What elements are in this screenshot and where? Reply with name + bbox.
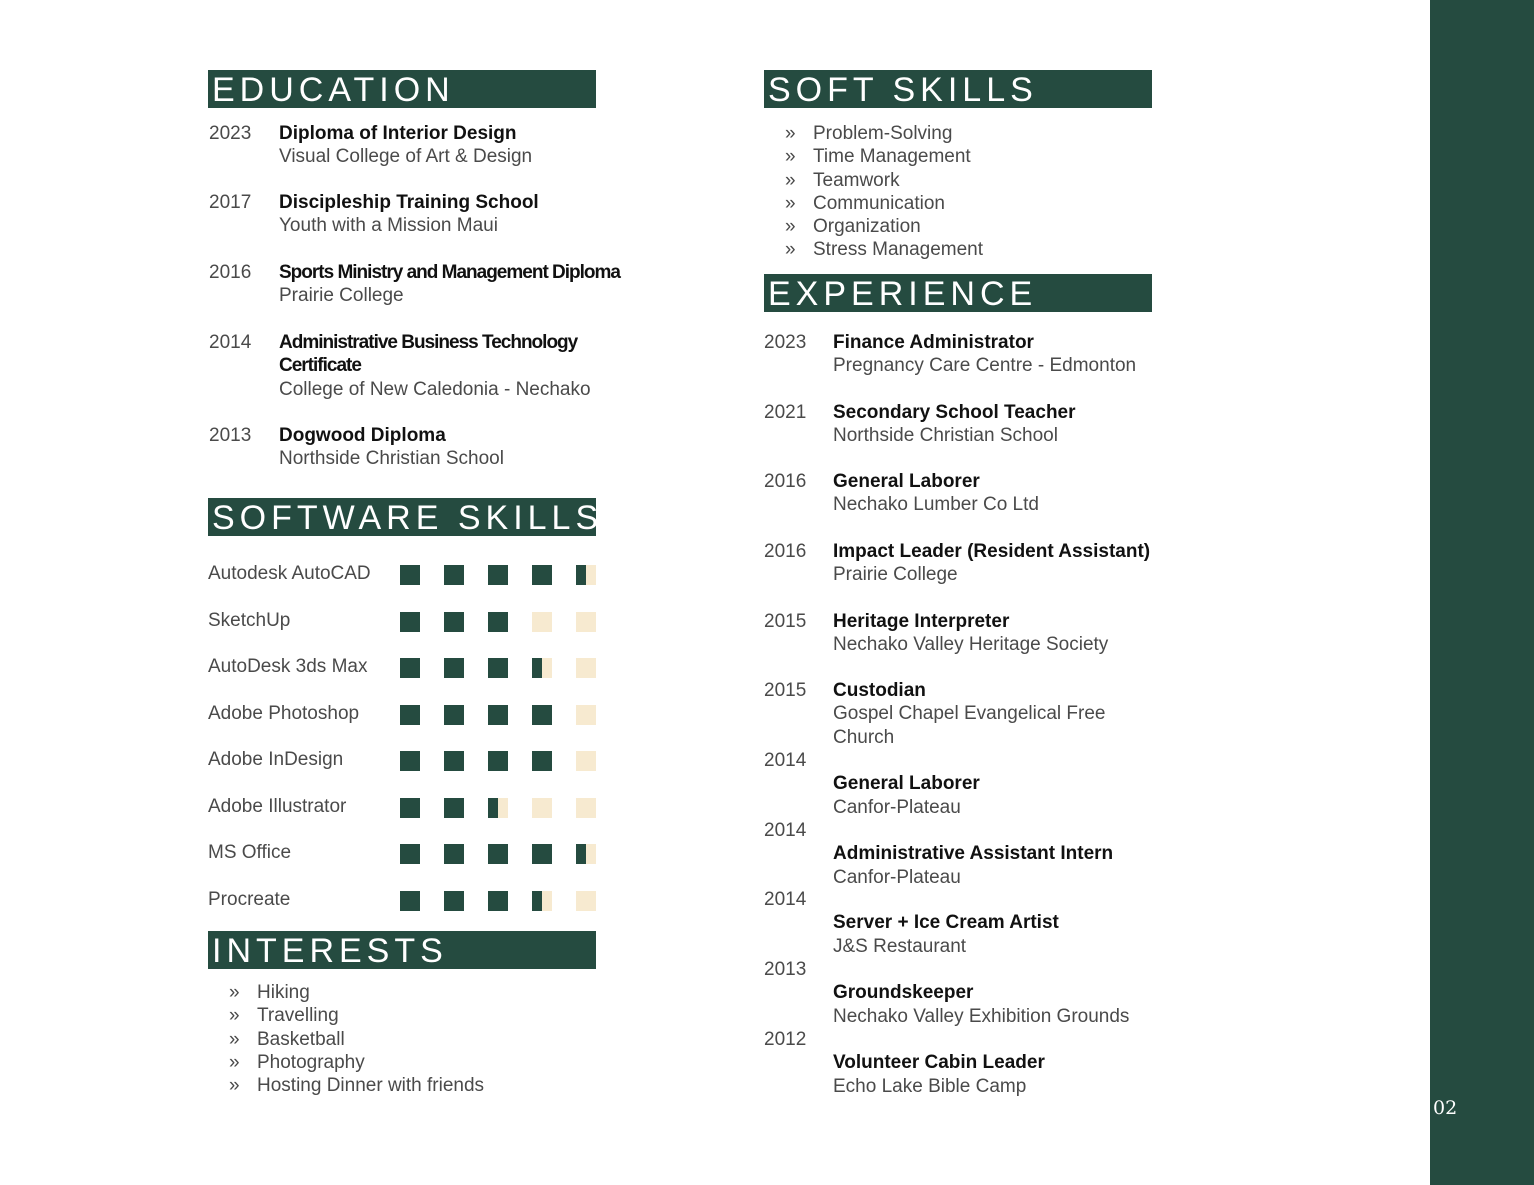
bullet-marker: » xyxy=(229,1075,240,1097)
bullet-marker: » xyxy=(785,239,796,261)
experience-title: Groundskeeper xyxy=(833,982,974,1004)
soft-skills-list xyxy=(785,122,1165,262)
skill-rating-square xyxy=(488,844,508,864)
experience-title: Heritage Interpreter xyxy=(833,611,1010,632)
skill-name: Autodesk AutoCAD xyxy=(208,563,371,584)
soft-skill-label: Time Management xyxy=(813,146,971,168)
experience-year: 2023 xyxy=(764,332,807,353)
skill-row xyxy=(208,609,608,633)
experience-title: Administrative Assistant Intern xyxy=(833,843,1114,865)
experience-year: 2013 xyxy=(764,959,807,980)
experience-employer: Echo Lake Bible Camp xyxy=(833,1075,1027,1097)
list-item xyxy=(229,1004,609,1027)
experience-title: General Laborer xyxy=(833,471,980,492)
skill-rating-square xyxy=(532,612,552,632)
experience-year: 2014 xyxy=(764,820,807,841)
interest-label: Travelling xyxy=(257,1005,339,1027)
education-year: 2013 xyxy=(209,425,252,446)
skill-rating-square xyxy=(444,612,464,632)
skill-rating-square xyxy=(400,751,420,771)
experience-employer: Canfor-Plateau xyxy=(833,796,961,818)
skill-rating-square xyxy=(532,658,552,678)
interest-label: Hosting Dinner with friends xyxy=(257,1075,485,1097)
education-institution: Prairie College xyxy=(279,285,404,307)
bullet-marker: » xyxy=(785,146,796,168)
experience-employer: Northside Christian School xyxy=(833,425,1058,447)
experience-employer: Prairie College xyxy=(833,564,958,586)
skill-rating-square xyxy=(488,798,508,818)
education-title: Sports Ministry and Management Diploma xyxy=(279,262,620,283)
experience-title: Volunteer Cabin Leader xyxy=(833,1052,1045,1074)
experience-year: 2014 xyxy=(764,889,807,910)
skill-rating-square xyxy=(576,612,596,632)
skill-row xyxy=(208,795,608,819)
skill-rating-square xyxy=(444,565,464,585)
skill-rating-square xyxy=(488,612,508,632)
list-item xyxy=(785,238,1165,261)
education-institution: Youth with a Mission Maui xyxy=(279,215,498,237)
skill-name: Adobe InDesign xyxy=(208,749,344,770)
skill-rating-square xyxy=(576,705,596,725)
experience-year: 2014 xyxy=(764,750,807,771)
skill-rating-square xyxy=(400,658,420,678)
skill-row xyxy=(208,888,608,912)
side-band xyxy=(1430,0,1534,1185)
skill-rating-square xyxy=(400,565,420,585)
bullet-marker: » xyxy=(785,123,796,144)
bullet-marker: » xyxy=(229,1005,240,1027)
skill-rating-square xyxy=(444,705,464,725)
experience-title: General Laborer xyxy=(833,773,980,795)
education-year: 2023 xyxy=(209,123,252,144)
soft-skill-label: Stress Management xyxy=(813,239,984,261)
experience-heading: EXPERIENCE xyxy=(764,274,1152,312)
skill-rating-square xyxy=(444,891,464,911)
experience-employer: Canfor-Plateau xyxy=(833,866,961,888)
skill-rating-square xyxy=(400,798,420,818)
skill-rating-square xyxy=(488,751,508,771)
experience-title: Secondary School Teacher xyxy=(833,402,1076,423)
bullet-marker: » xyxy=(785,192,796,214)
page-number: 02 xyxy=(1433,1097,1458,1119)
experience-employer: Nechako Valley Heritage Society xyxy=(833,634,1109,656)
skill-rating-square xyxy=(576,798,596,818)
experience-title: Impact Leader (Resident Assistant) xyxy=(833,541,1151,562)
skill-rating-square xyxy=(444,798,464,818)
soft-skill-label: Problem-Solving xyxy=(813,123,953,144)
skill-rating-square xyxy=(576,751,596,771)
education-year: 2016 xyxy=(209,262,252,283)
interests-list xyxy=(229,981,609,1097)
education-year: 2017 xyxy=(209,192,252,213)
experience-year: 2012 xyxy=(764,1029,807,1050)
soft-skill-label: Teamwork xyxy=(813,169,900,191)
skill-rating-square xyxy=(576,565,596,585)
skill-rating-square xyxy=(576,891,596,911)
education-heading: EDUCATION xyxy=(208,70,596,108)
list-item xyxy=(785,215,1165,238)
skill-rating-square xyxy=(488,658,508,678)
skill-rating-square xyxy=(488,705,508,725)
experience-year: 2016 xyxy=(764,471,807,492)
skill-rating-square xyxy=(488,565,508,585)
soft-skills-heading: SOFT SKILLS xyxy=(764,70,1152,108)
experience-year: 2015 xyxy=(764,680,807,701)
list-item xyxy=(785,192,1165,215)
list-item xyxy=(229,1028,609,1051)
experience-title: Server + Ice Cream Artist xyxy=(833,912,1059,934)
skill-name: AutoDesk 3ds Max xyxy=(208,656,368,677)
education-institution: College of New Caledonia - Nechako xyxy=(279,378,591,400)
education-institution: Visual College of Art & Design xyxy=(279,146,533,168)
interest-label: Basketball xyxy=(257,1028,345,1050)
bullet-marker: » xyxy=(785,169,796,191)
skill-rating-square xyxy=(532,891,552,911)
skill-name: MS Office xyxy=(208,842,292,863)
list-item xyxy=(785,145,1165,168)
skill-rating-square xyxy=(532,751,552,771)
experience-employer: Nechako Valley Exhibition Grounds xyxy=(833,1005,1130,1027)
list-item xyxy=(229,981,609,1004)
bullet-marker: » xyxy=(785,216,796,238)
experience-title: Finance Administrator xyxy=(833,332,1034,353)
skill-rating-square xyxy=(532,705,552,725)
skill-rating-square xyxy=(444,751,464,771)
experience-year: 2021 xyxy=(764,402,807,423)
bullet-marker: » xyxy=(229,982,240,1003)
list-item xyxy=(785,122,1165,145)
bullet-marker: » xyxy=(229,1028,240,1050)
interest-label: Hiking xyxy=(257,982,310,1003)
skill-row xyxy=(208,841,608,865)
education-title: Administrative Business Technology xyxy=(279,332,578,353)
experience-employer: Pregnancy Care Centre - Edmonton xyxy=(833,355,1137,377)
skill-name: Procreate xyxy=(208,888,291,910)
education-year: 2014 xyxy=(209,332,252,353)
interest-label: Photography xyxy=(257,1051,365,1073)
skill-row xyxy=(208,748,608,772)
skill-rating-square xyxy=(400,612,420,632)
software-skills-heading: SOFTWARE SKILLS xyxy=(208,498,596,536)
skill-rating-square xyxy=(576,844,596,864)
experience-year: 2015 xyxy=(764,611,807,632)
education-title: Diploma of Interior Design xyxy=(279,123,517,144)
experience-employer: J&S Restaurant xyxy=(833,935,967,957)
skill-name: Adobe Illustrator xyxy=(208,795,347,817)
education-title: Dogwood Diploma xyxy=(279,425,446,446)
skill-rating-square xyxy=(576,658,596,678)
list-item xyxy=(229,1051,609,1074)
experience-title: Custodian xyxy=(833,680,926,701)
bullet-marker: » xyxy=(229,1051,240,1073)
skill-row xyxy=(208,702,608,726)
interests-heading: INTERESTS xyxy=(208,931,596,969)
soft-skill-label: Communication xyxy=(813,192,945,214)
skill-rating-square xyxy=(532,844,552,864)
education-title-line2: Certificate xyxy=(279,355,361,377)
skill-row xyxy=(208,562,608,586)
education-title: Discipleship Training School xyxy=(279,192,539,213)
skill-rating-square xyxy=(488,891,508,911)
skill-name: SketchUp xyxy=(208,609,291,631)
skill-rating-square xyxy=(532,565,552,585)
education-institution: Northside Christian School xyxy=(279,448,504,470)
experience-employer: Nechako Lumber Co Ltd xyxy=(833,494,1039,516)
skill-rating-square xyxy=(400,891,420,911)
skill-row xyxy=(208,655,608,679)
skill-rating-square xyxy=(400,844,420,864)
experience-employer-line2: Church xyxy=(833,726,895,748)
list-item xyxy=(785,169,1165,192)
experience-year: 2016 xyxy=(764,541,807,562)
soft-skill-label: Organization xyxy=(813,216,921,238)
skill-rating-square xyxy=(400,705,420,725)
experience-employer: Gospel Chapel Evangelical Free xyxy=(833,703,1106,725)
skill-rating-square xyxy=(444,844,464,864)
skill-rating-square xyxy=(444,658,464,678)
list-item xyxy=(229,1074,609,1097)
skill-name: Adobe Photoshop xyxy=(208,702,360,724)
skill-rating-square xyxy=(532,798,552,818)
